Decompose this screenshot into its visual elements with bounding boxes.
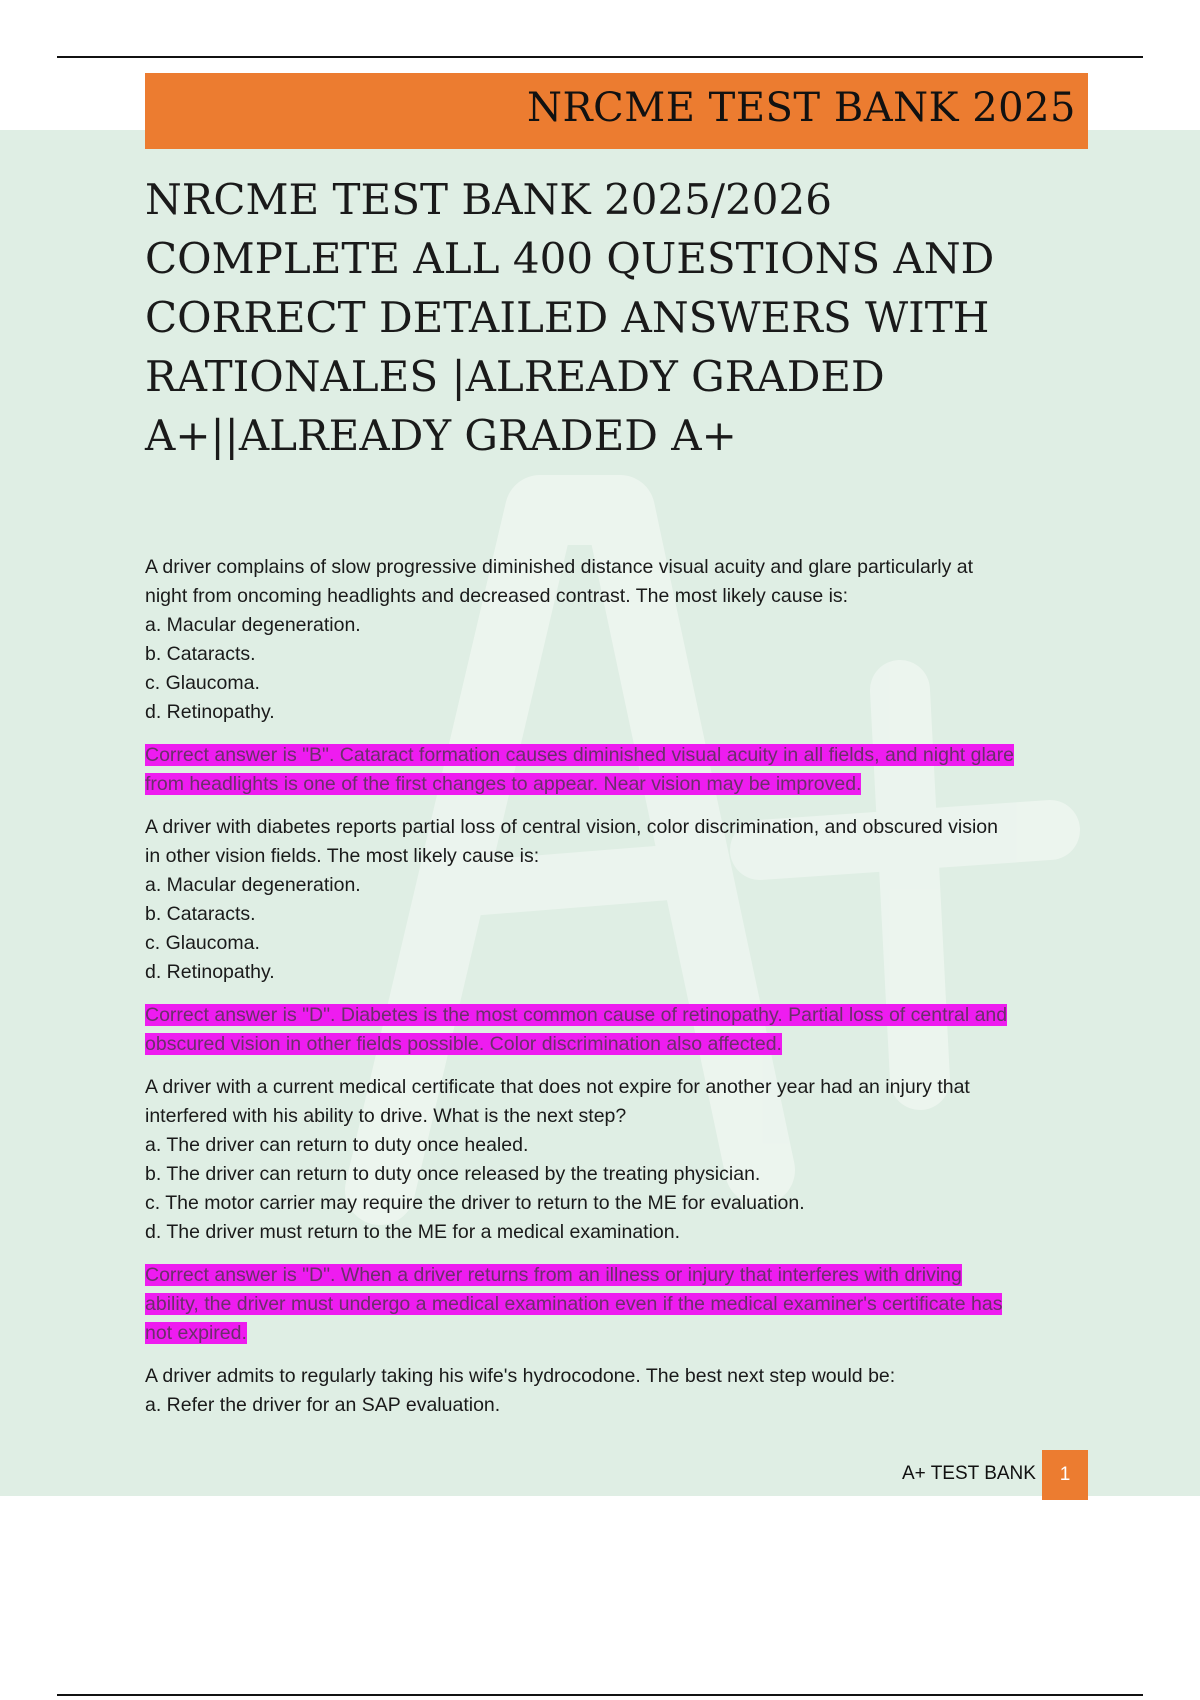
question-3 xyxy=(145,1073,1080,1247)
footer-label: A+ TEST BANK xyxy=(902,1463,1036,1484)
question-text: A driver admits to regularly taking his wife's hydrocodone. The best next step would be: xyxy=(145,1365,896,1387)
option: c. Glaucoma. xyxy=(145,672,260,694)
title-line: A+||ALREADY GRADED A+ xyxy=(145,411,737,460)
question-text: night from oncoming headlights and decreased contrast. The most likely cause is: xyxy=(145,585,849,607)
option: b. Cataracts. xyxy=(145,643,256,665)
option: c. The motor carrier may require the driver to return to the ME for evaluation. xyxy=(145,1192,805,1214)
answer-1 xyxy=(145,741,1080,799)
title-line: CORRECT DETAILED ANSWERS WITH xyxy=(145,293,990,342)
top-rule xyxy=(57,56,1143,58)
question-4 xyxy=(145,1362,1080,1420)
question-list xyxy=(145,553,1080,1420)
header-title: NRCME TEST BANK 2025 xyxy=(527,85,1076,131)
question-2 xyxy=(145,813,1080,987)
highlighted-answer: Correct answer is "D". Diabetes is the most common cause of retinopathy. Partial loss of central and xyxy=(145,1004,1008,1026)
option: c. Glaucoma. xyxy=(145,932,260,954)
answer-3 xyxy=(145,1261,1080,1348)
highlighted-answer: not expired. xyxy=(145,1322,247,1344)
highlighted-answer: ability, the driver must undergo a medical examination even if the medical examiner's certificate has xyxy=(145,1293,1003,1315)
title-line: NRCME TEST BANK 2025/2026 xyxy=(145,175,832,224)
question-text: A driver complains of slow progressive diminished distance visual acuity and glare particularly at xyxy=(145,556,974,578)
option: d. Retinopathy. xyxy=(145,961,275,983)
option: d. Retinopathy. xyxy=(145,701,275,723)
highlighted-answer: from headlights is one of the first changes to appear. Near vision may be improved. xyxy=(145,773,862,795)
answer-2 xyxy=(145,1001,1080,1059)
question-1 xyxy=(145,553,1080,727)
page-number: 1 xyxy=(1042,1450,1088,1500)
title-line: COMPLETE ALL 400 QUESTIONS AND xyxy=(145,234,995,283)
highlighted-answer: obscured vision in other fields possible. Color discrimination also affected. xyxy=(145,1033,782,1055)
highlighted-answer: Correct answer is "D". When a driver returns from an illness or injury that interferes with driving xyxy=(145,1264,962,1286)
question-text: in other vision fields. The most likely cause is: xyxy=(145,845,540,867)
highlighted-answer: Correct answer is "B". Cataract formation causes diminished visual acuity in all fields, and night glare xyxy=(145,744,1014,766)
option: b. The driver can return to duty once released by the treating physician. xyxy=(145,1163,761,1185)
document-title xyxy=(145,170,1095,465)
header-bar xyxy=(145,73,1088,149)
option: b. Cataracts. xyxy=(145,903,256,925)
option: a. Macular degeneration. xyxy=(145,614,361,636)
option: a. The driver can return to duty once healed. xyxy=(145,1134,529,1156)
question-text: A driver with diabetes reports partial loss of central vision, color discrimination, and obscured vision xyxy=(145,816,998,838)
option: d. The driver must return to the ME for a medical examination. xyxy=(145,1221,681,1243)
option: a. Refer the driver for an SAP evaluation. xyxy=(145,1394,501,1416)
bottom-rule xyxy=(57,1694,1143,1696)
question-text: interfered with his ability to drive. What is the next step? xyxy=(145,1105,627,1127)
title-line: RATIONALES |ALREADY GRADED xyxy=(145,352,885,401)
question-text: A driver with a current medical certificate that does not expire for another year had an injury that xyxy=(145,1076,970,1098)
option: a. Macular degeneration. xyxy=(145,874,361,896)
